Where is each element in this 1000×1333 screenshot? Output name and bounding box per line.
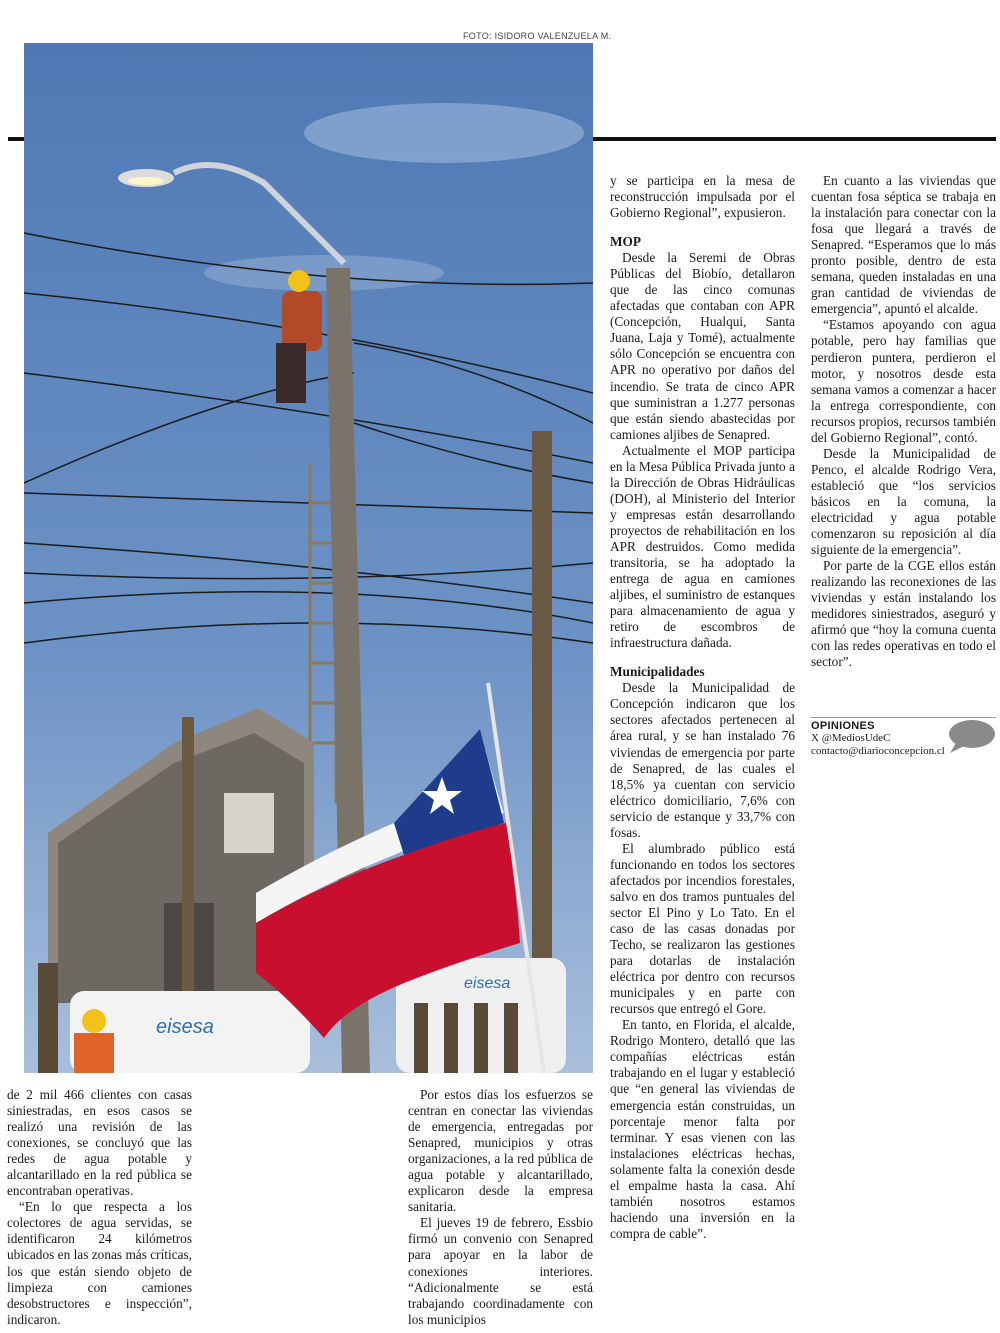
top-rule-right xyxy=(593,137,996,141)
column-a xyxy=(7,1087,192,1328)
paragraph: El alumbrado público está funcionando en todos los sectores afectados por incendios forestales, salvo en dos tramos puntuales del sector El Pino y Lo Tato. En el caso de las casas donadas por Techo, se realizaron las gestiones para dotarlas de instalación eléctrica por dentro con recursos municipales y en parte con recursos que entregó el Gore. xyxy=(610,840,795,1017)
social-handle[interactable]: X @MediosUdeC xyxy=(811,732,891,744)
paragraph: En tanto, en Florida, el alcalde, Rodrigo Montero, detalló que las compañías eléctricas están trabajando en el lugar y estableció que “en general las viviendas de emergencia están construidas, un porcentaje menor falta por terminar. Y esas vienen con las instalaciones eléctricas hechas, solamente falta la conexión desde el empalme hasta la casa. Ahí también nosotros estamos haciendo una inversión en la compra de cable”. xyxy=(610,1017,795,1241)
divider xyxy=(811,717,996,718)
photo-credit: FOTO: ISIDORO VALENZUELA M. xyxy=(463,31,612,41)
contact-email[interactable]: contacto@diarioconcepcion.cl xyxy=(811,745,945,757)
paragraph: y se participa en la mesa de reconstrucción impulsada por el Gobierno Regional”, expusieron. xyxy=(610,173,795,221)
opiniones-title: OPINIONES xyxy=(811,720,875,732)
section-heading-municipalidades: Municipalidades xyxy=(610,664,705,680)
photo-illustration xyxy=(24,43,593,1073)
paragraph: Por estos días los esfuerzos se centran en conectar las viviendas de emergencia, entregadas por Senapred, municipios y otras organizaciones, a la red pública de agua potable y alcantarillado, explicaron desde la empresa sanitaria. xyxy=(408,1087,593,1215)
paragraph: “Estamos apoyando con agua potable, pero hay familias que perdieron puntera, perdieron el motor, y nosotros desde esta semana vamos a comenzar a hacer la entrega correspondiente, con recursos propios, recursos también del Gobierno Regional”, contó. xyxy=(811,317,996,445)
column-b xyxy=(408,1087,593,1328)
paragraph: Desde la Seremi de Obras Públicas del Biobío, detallaron que de las cinco comunas afectadas que contaban con APR (Concepción, Hualqui, Santa Juana, Laja y Tomé), actualmente sólo Concepción se encuentra con APR no operativo por daños del incendio. Se trata de cinco APR que suministran a 1.277 personas que están siendo abastecidas por camiones aljibes de Senapred. xyxy=(610,250,795,442)
speech-bubble-icon xyxy=(946,719,996,755)
column-d xyxy=(811,173,996,670)
van-logo-left: eisesa xyxy=(156,1016,214,1038)
paragraph: El jueves 19 de febrero, Essbio firmó un convenio con Senapred para apoyar en la labor de conexiones interiores. “Adicionalmente se está trabajando coordinadamente con los municipios xyxy=(408,1215,593,1327)
paragraph: Actualmente el MOP participa en la Mesa Pública Privada junto a la Dirección de Obras Hidráulicas (DOH), al Ministerio del Interior y empresas están desarrollando proyectos de rehabilitación en los APR destruidos. Como medida transitoria, se ha adoptado la entrega de agua en camiones aljibes, el suministro de estanques para almacenamiento de agua y retiro de escombros de infraestructura dañada. xyxy=(610,442,795,651)
paragraph: Desde la Municipalidad de Penco, el alcalde Rodrigo Vera, estableció que “los servicios básicos en la comuna, la electricidad y agua potable comenzaron su reposición al día siguiente de la emergencia”. xyxy=(811,445,996,558)
section-heading-mop: MOP xyxy=(610,234,642,250)
paragraph: Desde la Municipalidad de Concepción indicaron que los sectores afectados pertenecen al área rural, y se han instalado 76 viviendas de emergencia por parte de Senapred, de las cuales el 18,5% ya cuentan con servicio eléctrico domiciliario, 7,6% con servicio de estanque y 33,7% con fosas. xyxy=(610,680,795,840)
opiniones-box xyxy=(811,717,996,758)
paragraph: Por parte de la CGE ellos están realizando las reconexiones de las viviendas y están instalando los medidores siniestrados, aseguró y afirmó que “hoy la comuna cuenta con las redes operativas en todo el sector”. xyxy=(811,558,996,670)
paragraph: “En lo que respecta a los colectores de agua servidas, se identificaron 24 kilómetros ubicados en las zonas más críticas, los que están siendo objeto de limpieza con camiones desobstructores e inspección”, indicaron. xyxy=(7,1199,192,1327)
photo-lineman-flag xyxy=(24,43,593,1073)
paragraph: En cuanto a las viviendas que cuentan fosa séptica se trabaja en la instalación para conectar con la fosa que llegará a través de Senapred. “Esperamos que lo más pronto posible, dentro de esta semana, queden instaladas en una gran cantidad de viviendas de emergencia”, apuntó el alcalde. xyxy=(811,173,996,317)
van-logo-right: eisesa xyxy=(464,975,511,992)
column-c xyxy=(610,173,795,1242)
paragraph: de 2 mil 466 clientes con casas siniestradas, en esos casos se realizó una revisión de las conexiones, se concluyó que las redes de agua potable y alcantarillado en la red pública se encontraban operativas. xyxy=(7,1087,192,1199)
top-rule-left xyxy=(8,137,24,141)
